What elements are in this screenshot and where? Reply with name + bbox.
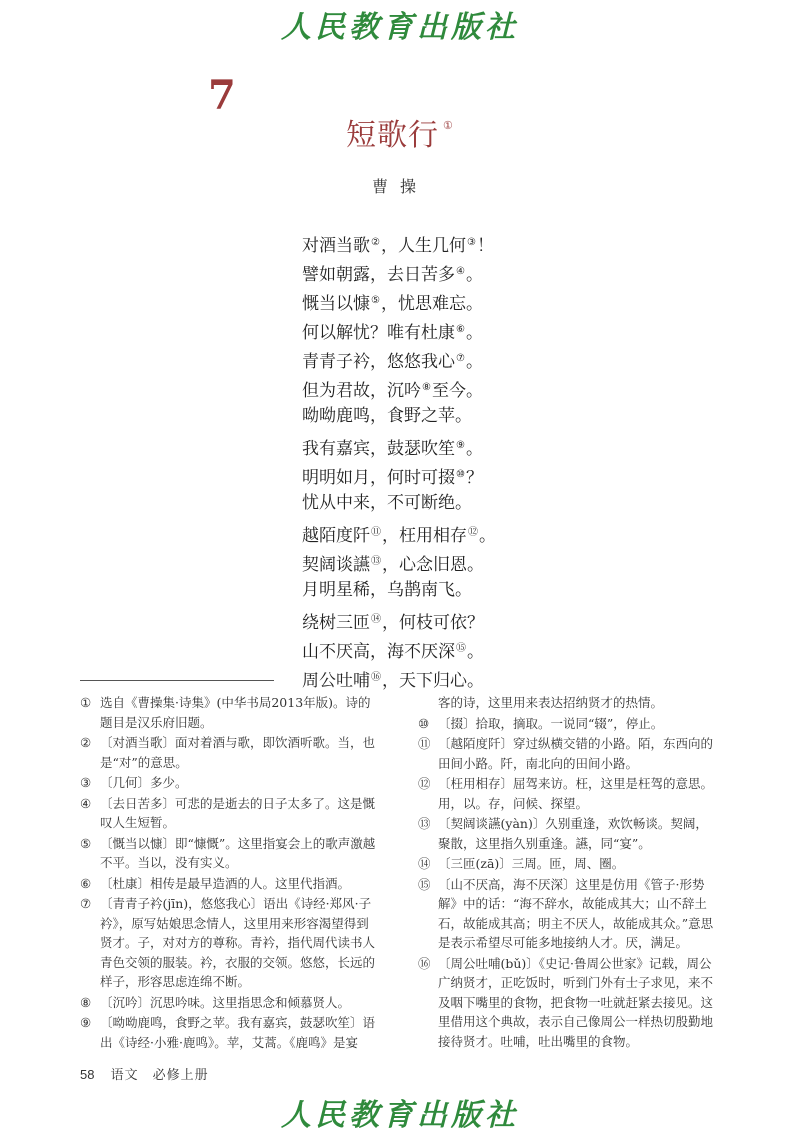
footnote-number: ⑬ — [418, 816, 431, 831]
footnote — [80, 834, 380, 873]
footnote-text: 〔沉吟〕沉思吟味。这里指思念和倾慕贤人。 — [100, 994, 351, 1010]
footnote-marker: ⑤ — [371, 295, 380, 306]
poem-line — [302, 518, 562, 547]
footnote-marker: ② — [371, 237, 380, 248]
footnote-text: 〔掇〕拾取，摘取。一说同“辍”，停止。 — [438, 715, 664, 731]
footnote-text: 〔杜康〕相传是最早造酒的人。这里代指酒。 — [100, 875, 351, 891]
publisher-logo-bottom: 人民教育出版社 — [281, 1098, 519, 1133]
footnote-text: 〔对酒当歌〕面对着酒与歌，即饮酒听歌。当，也是“对”的意思。 — [100, 735, 376, 770]
footnote-number: ① — [80, 695, 92, 710]
footnote — [418, 714, 718, 734]
footnote-text: 〔山不厌高，海不厌深〕这里是仿用《管子·形势解》中的话：“海不辞水，故能成其大；山不辞土石，故能成其高；明主不厌人，故能成其众。”意思是表示希望尽可能多地接纳人才。厌，满足。 — [438, 876, 714, 950]
footnote — [418, 875, 718, 953]
poem-text: 至今。 — [431, 381, 483, 401]
poem-title — [346, 110, 454, 154]
footnote-number: ⑥ — [80, 875, 92, 891]
footnotes-right-column — [418, 693, 718, 1052]
footnote — [418, 734, 718, 773]
poem-line — [302, 344, 562, 373]
footnote-text: 〔枉用相存〕屈驾来访。枉，这里是枉驾的意思。用，以。存，问候、探望。 — [438, 776, 714, 811]
footnote-number: ⑧ — [80, 994, 92, 1010]
footnote — [80, 874, 380, 894]
footnote-text: 〔契阔谈讌(yàn)〕久别重逢，欢饮畅谈。契阔，聚散，这里指久别重逢。讌，同“宴”。 — [438, 816, 708, 851]
poem-text: 。 — [465, 265, 483, 285]
footnote-text: 〔越陌度阡〕穿过纵横交错的小路。陌，东西向的田间小路。阡，南北向的田间小路。 — [438, 736, 714, 771]
footnote-number: ② — [80, 735, 92, 750]
footnote — [80, 773, 380, 793]
poem-line — [302, 634, 562, 663]
poem-line — [302, 228, 562, 257]
poem-line — [302, 489, 562, 518]
footnote — [80, 894, 380, 992]
poem-text: ，心念旧恩。 — [382, 555, 484, 575]
footnote-marker: ⑫ — [468, 527, 478, 538]
footnote-marker: ⑬ — [371, 556, 381, 567]
footnote — [80, 1013, 380, 1052]
poem-text: 呦呦鹿鸣，食野之苹。 — [302, 406, 472, 426]
poem-title-text: 短歌行 — [346, 118, 439, 153]
footnote-number: ⑮ — [418, 876, 431, 892]
poem-text: 越陌度阡 — [302, 526, 370, 546]
poem-author: 曹操 — [372, 177, 429, 196]
footnote-marker: ⑮ — [456, 643, 466, 654]
poem-line — [302, 663, 562, 692]
footnote-marker: ⑯ — [371, 672, 381, 683]
footnote-number: ③ — [80, 775, 92, 790]
poem-line — [302, 315, 562, 344]
footnote — [418, 814, 718, 853]
footnote-text: 〔青青子衿(jīn)，悠悠我心〕语出《诗经·郑风·子衿》，原写姑娘思念情人，这里用来形容渴望得到贤才。子，对对方的尊称。青衿，指代周代读书人青色交领的服装。衿，衣服的交领。悠悠，长远的样子，形容思虑连绵不断。 — [100, 896, 376, 989]
poem-line — [302, 605, 562, 634]
footnote-marker: ④ — [456, 266, 465, 277]
poem-text: 。 — [465, 323, 483, 343]
footnote-marker: ⑥ — [456, 324, 465, 335]
poem-line — [302, 402, 562, 431]
poem-text: ，人生几何 — [380, 236, 466, 256]
poem-text: ！ — [476, 236, 494, 256]
footnote — [80, 993, 380, 1013]
poem-text: 周公吐哺 — [302, 671, 370, 691]
poem-text: ，忧思难忘。 — [380, 294, 483, 314]
footnote-divider — [80, 680, 274, 681]
footnote-marker: ⑭ — [371, 614, 381, 625]
footnote-marker: ⑩ — [456, 469, 465, 480]
title-footnote-marker: ① — [443, 119, 454, 132]
footnote-number: ⑨ — [80, 1015, 92, 1030]
page-number: 58 — [80, 1067, 95, 1082]
poem-text: 忧从中来，不可断绝。 — [302, 493, 472, 513]
poem-text: 绕树三匝 — [302, 613, 370, 633]
footnote-text: 〔呦呦鹿鸣，食野之苹。我有嘉宾，鼓瑟吹笙〕语出《诗经·小雅·鹿鸣》。苹，艾蒿。《鹿鸣》是宴 — [100, 1015, 376, 1050]
footnote-marker: ③ — [466, 237, 476, 248]
poem-line — [302, 373, 562, 402]
footnote-number: ⑦ — [80, 896, 92, 911]
poem-text: 。 — [465, 352, 483, 372]
poem-text: 明明如月，何时可掇 — [302, 468, 455, 488]
footnote — [418, 774, 718, 813]
poem-line — [302, 257, 562, 286]
footnote-text: 〔几何〕多少。 — [100, 775, 188, 790]
footnote — [80, 733, 380, 772]
book-title: 语文 必修上册 — [110, 1068, 209, 1083]
footnote — [80, 794, 380, 833]
poem-text: 慨当以慷 — [302, 294, 370, 314]
page-footer — [80, 1064, 209, 1083]
publisher-logo-top: 人民教育出版社 — [281, 10, 519, 45]
footnote — [418, 854, 718, 874]
lesson-number: 7 — [208, 72, 236, 119]
footnote-continuation-text: 客的诗，这里用来表达招纳贤才的热情。 — [438, 695, 664, 710]
poem-line — [302, 576, 562, 605]
poem-text: 青青子衿，悠悠我心 — [302, 352, 455, 372]
footnote-marker: ⑦ — [456, 353, 465, 364]
poem-text: ，何枝可依？ — [382, 613, 484, 633]
poem-text: 。 — [479, 526, 496, 546]
poem-line — [302, 460, 562, 489]
footnote-text: 选自《曹操集·诗集》(中华书局2013年版)。诗的题目是汉乐府旧题。 — [100, 695, 371, 730]
poem-text: ？ — [465, 468, 483, 488]
poem-text: ，天下归心。 — [382, 671, 484, 691]
footnote-continuation — [418, 693, 718, 713]
footnote-number: ⑯ — [418, 955, 431, 971]
footnote — [418, 954, 718, 1052]
poem-line — [302, 286, 562, 315]
footnote-text: 〔去日苦多〕可悲的是逝去的日子太多了。这是慨叹人生短暂。 — [100, 795, 376, 830]
poem-text: 我有嘉宾，鼓瑟吹笙 — [302, 439, 455, 459]
footnote-marker: ⑪ — [371, 527, 381, 538]
footnote-number: ⑤ — [80, 835, 92, 851]
poem-text: 何以解忧？唯有杜康 — [302, 323, 455, 343]
poem-text: 。 — [467, 642, 484, 662]
footnote-text: 〔周公吐哺(bǔ)〕《史记·鲁周公世家》记载，周公广纳贤才，正吃饭时，听到门外有士子求见，来不及咽下嘴里的食物，把食物一吐就赶紧去接见。这里借用这个典故，表示自己像周公一样热切殷勤地接待贤才。吐哺，吐出嘴里的食物。 — [438, 955, 714, 1049]
footnote-number: ⑩ — [418, 715, 430, 731]
footnote-marker: ⑧ — [422, 382, 431, 393]
poem-text: 。 — [465, 439, 483, 459]
poem-text: 契阔谈讌 — [302, 555, 370, 575]
poem-text: ，枉用相存 — [382, 526, 467, 546]
footnote-number: ④ — [80, 795, 92, 811]
poem-line — [302, 431, 562, 460]
footnote-text: 〔慨当以慷〕即“慷慨”。这里指宴会上的歌声激越不平。当以，没有实义。 — [100, 835, 376, 870]
poem-text: 月明星稀，乌鹊南飞。 — [302, 580, 472, 600]
poem-text: 譬如朝露，去日苦多 — [302, 265, 455, 285]
poem-line — [302, 547, 562, 576]
footnote — [80, 693, 380, 732]
footnote-marker: ⑨ — [456, 440, 465, 451]
poem-text: 对酒当歌 — [302, 236, 370, 256]
footnotes-left-column — [80, 693, 380, 1053]
footnote-number: ⑭ — [418, 856, 431, 871]
poem-text: 但为君故，沉吟 — [302, 381, 421, 401]
footnote-text: 〔三匝(zā)〕三周。匝，周、圈。 — [438, 856, 625, 871]
poem-body — [302, 228, 562, 692]
footnote-number: ⑫ — [418, 776, 431, 791]
footnote-number: ⑪ — [418, 736, 431, 751]
poem-text: 山不厌高，海不厌深 — [302, 642, 455, 662]
